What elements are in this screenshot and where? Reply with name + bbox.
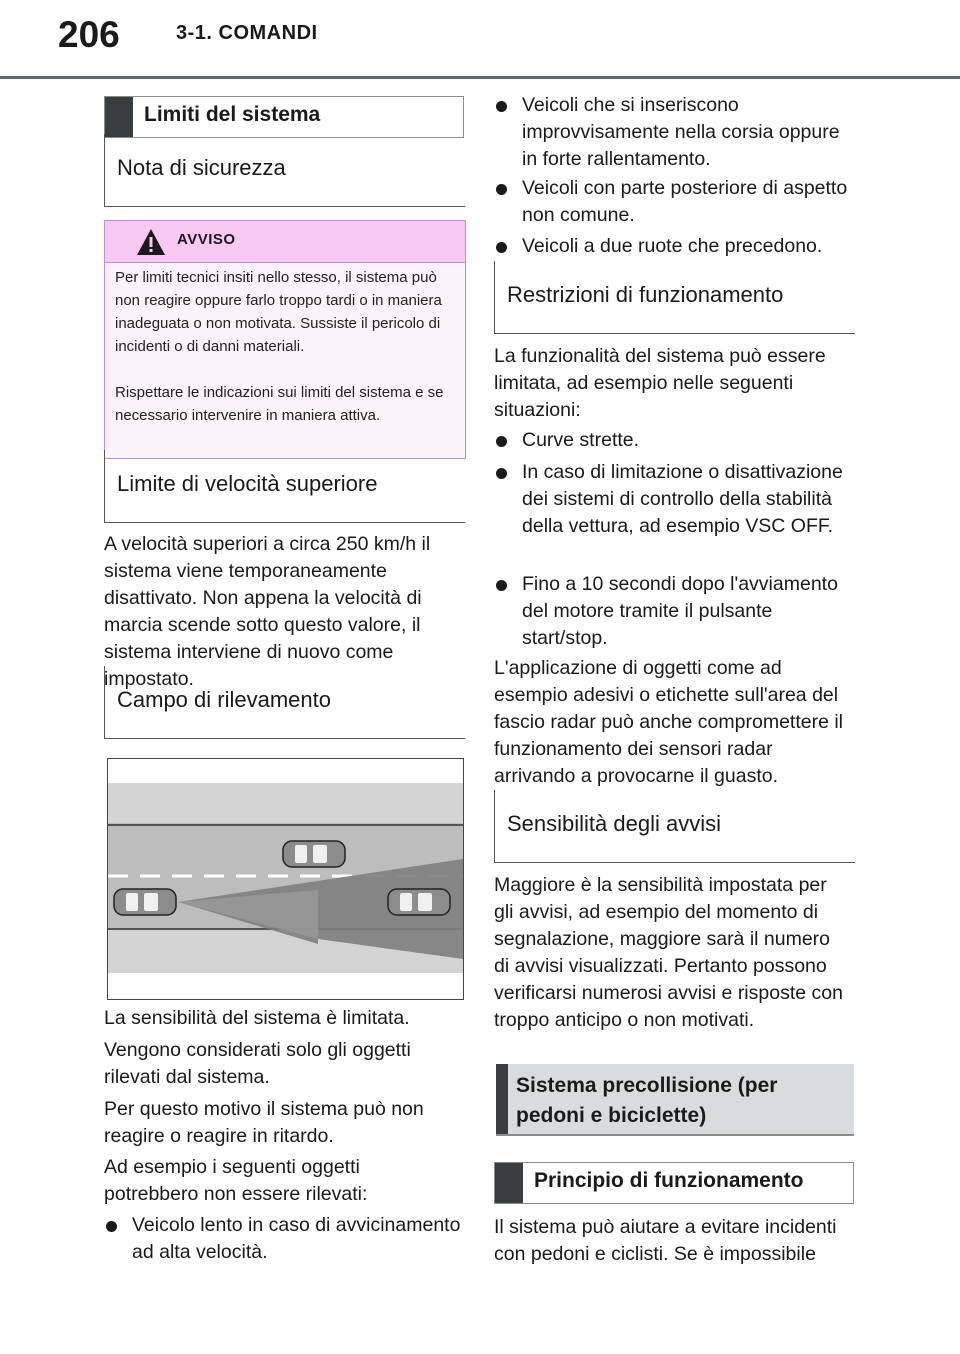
subheading-speed <box>104 450 465 523</box>
chapter-title: 3-1. COMANDI <box>176 22 318 44</box>
section-heading-limiti <box>104 96 464 138</box>
subheading-text: Campo di rilevamento <box>117 687 331 712</box>
list-item-text: Fino a 10 secondi dopo l'avviamento del motore tramite il pulsante start/stop. <box>522 573 838 649</box>
heading-bar <box>496 1064 508 1134</box>
list-item <box>494 571 854 652</box>
page-header <box>0 0 960 80</box>
subheading-restrictions <box>494 261 855 334</box>
warning-text-2: Rispettare le indicazioni sui limiti del sistema e se necessario intervenire in maniera attiva. <box>115 384 444 424</box>
list-item <box>494 459 854 540</box>
warning-label: AVVISO <box>177 231 236 248</box>
section-heading-principle <box>494 1162 854 1204</box>
paragraph-sensitivity: La sensibilità del sistema è limitata. <box>104 1007 410 1029</box>
bullet-icon <box>496 468 507 479</box>
paragraph-principle: Il sistema può aiutare a evitare incidenti con pedoni e ciclisti. Se è impossibile <box>494 1216 837 1265</box>
bullet-icon <box>496 101 507 112</box>
bullet-icon <box>496 580 507 591</box>
subheading-text: Restrizioni di funzionamento <box>507 282 784 307</box>
bullet-icon <box>496 436 507 447</box>
paragraph-speed: A velocità superiori a circa 250 km/h il sistema viene temporaneamente disattivato. Non appena la velocità di marcia scende sotto questo valore, il sistema interviene di nuovo come impostato. <box>104 533 431 690</box>
road-illustration <box>108 759 463 999</box>
paragraph-only-objects: Vengono considerati solo gli oggetti rilevati dal sistema. <box>104 1039 411 1088</box>
subheading-alert-sensitivity <box>494 790 855 863</box>
list-item <box>494 92 854 173</box>
list-item-text: In caso di limitazione o disattivazione dei sistemi di controllo della stabilità della vettura, ad esempio VSC OFF. <box>522 461 843 537</box>
section-heading-text: Principio di funzionamento <box>534 1169 804 1192</box>
subheading-text: Sensibilità degli avvisi <box>507 811 721 836</box>
subheading-text: Limite di velocità superiore <box>117 471 378 496</box>
section-heading-text: Sistema precollisione (per pedoni e biciclette) <box>516 1074 778 1127</box>
list-item-text: Veicoli a due ruote che precedono. <box>522 235 823 257</box>
heading-bar <box>495 1163 523 1203</box>
list-item-text: Veicolo lento in caso di avvicinamento ad alta velocità. <box>132 1214 461 1263</box>
paragraph-adhesive: L'applicazione di oggetti come ad esempio adesivi o etichette sull'area del fascio radar può anche compromettere il funzionamento dei sensori radar arrivando a provocarne il guasto. <box>494 657 844 787</box>
list-item-text: Veicoli con parte posteriore di aspetto non comune. <box>522 177 848 226</box>
list-item-text: Veicoli che si inseriscono improvvisamente nella corsia oppure in forte rallentamento. <box>522 94 840 170</box>
page-number: 206 <box>58 14 120 55</box>
header-rule <box>0 76 960 79</box>
paragraph-restrictions: La funzionalità del sistema può essere limitata, ad esempio nelle seguenti situazioni: <box>494 345 826 421</box>
subheading-range <box>104 666 465 739</box>
paragraph-reason: Per questo motivo il sistema può non reagire o reagire in ritardo. <box>104 1098 424 1147</box>
bullet-icon <box>496 184 507 195</box>
paragraph-alert-sensitivity: Maggiore è la sensibilità impostata per gli avvisi, ad esempio del momento di segnalazione, maggiore sarà il numero di avvisi visualizzati. Pertanto possono verificarsi numerosi avvisi e risposte con troppo anticipo o non motivati. <box>494 874 843 1031</box>
section-heading-text: Limiti del sistema <box>144 103 321 126</box>
car-ego-icon <box>114 889 176 915</box>
paragraph-example: Ad esempio i seguenti oggetti potrebbero non essere rilevati: <box>104 1156 368 1205</box>
car-front-right-icon <box>388 889 450 915</box>
heading-bar <box>105 97 133 137</box>
list-item <box>494 233 854 260</box>
warning-text-1: Per limiti tecnici insiti nello stesso, il sistema può non reagire oppure farlo troppo tardi o in maniera inadeguata o non motivata. Sussiste il pericolo di incidenti o di danni materiali. <box>115 269 442 355</box>
list-item <box>104 1212 464 1266</box>
list-item-text: Curve strette. <box>522 429 640 451</box>
list-item <box>494 175 854 229</box>
warning-icon <box>135 227 167 257</box>
subheading-text: Nota di sicurezza <box>117 155 286 180</box>
subheading-safety <box>104 134 465 207</box>
bullet-icon <box>106 1221 117 1232</box>
list-item <box>494 427 854 454</box>
bullet-icon <box>496 242 507 253</box>
detection-range-figure <box>107 758 464 1000</box>
section-heading-precollision <box>496 1064 854 1136</box>
warning-box <box>104 220 466 459</box>
car-adjacent-lane-icon <box>283 841 345 867</box>
warning-header <box>105 221 465 263</box>
